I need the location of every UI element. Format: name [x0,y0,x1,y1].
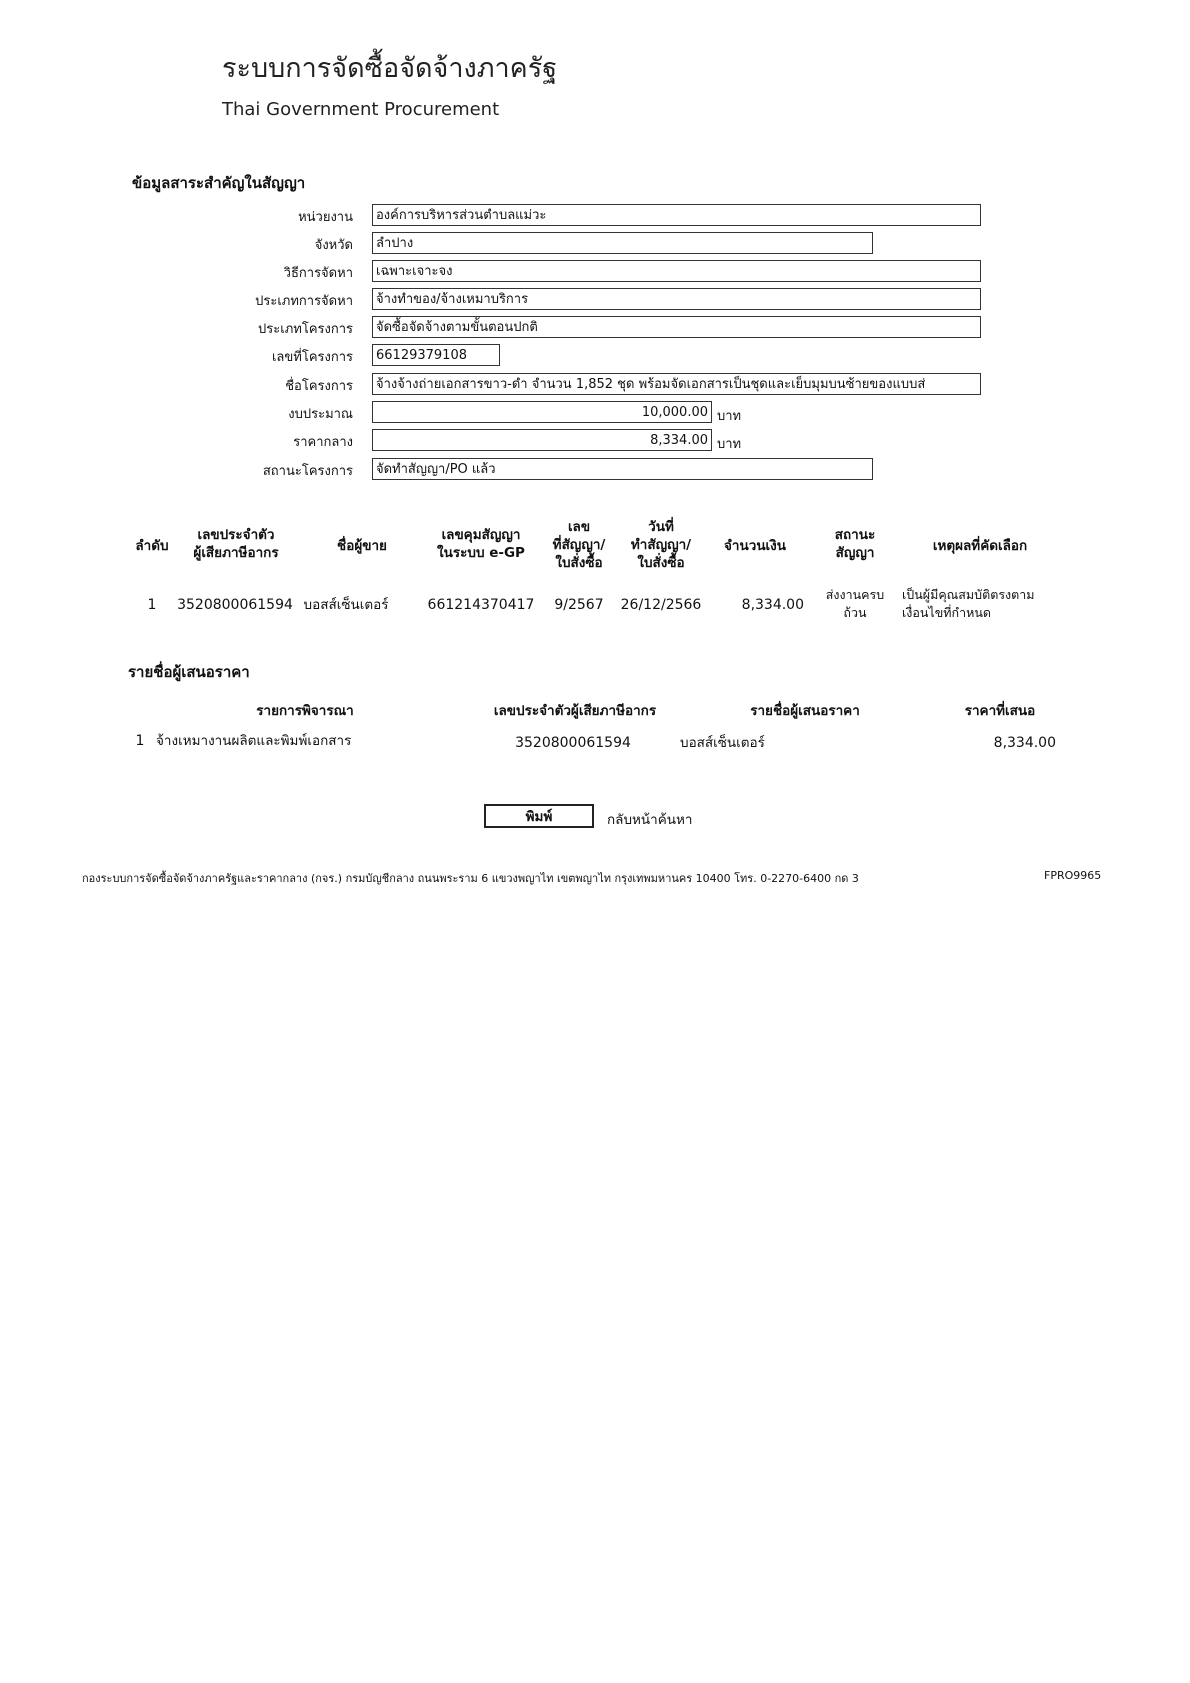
contract-info-heading: ข้อมูลสาระสำคัญในสัญญา [132,174,306,192]
bidder-col-tax-id: เลขประจำตัวผู้เสียภาษีอากร [493,703,657,719]
bidder-col-item: รายการพิจารณา [256,703,354,719]
back-to-search-link[interactable]: กลับหน้าค้นหา [607,812,693,828]
contract-row-reason: เป็นผู้มีคุณสมบัติตรงตาม เงื่อนไขที่กำหนด [902,587,1035,620]
field-value-median-price: 8,334.00 [372,429,712,451]
field-value-province: ลำปาง [372,232,873,254]
field-value-agency: องค์การบริหารส่วนตำบลแม่วะ [372,204,981,226]
field-label-method: วิธีการจัดหา [283,266,353,281]
col-header-contract-no: เลข ที่สัญญา/ ใบสั่งซื้อ [552,519,606,571]
col-header-amount: จำนวนเงิน [724,538,786,554]
contract-row-egp-no: 661214370417 [427,597,535,613]
contract-row-seller: บอสส์เซ็นเตอร์ [303,597,389,613]
bidder-row-tax-id: 3520800061594 [515,735,631,751]
page-subtitle: Thai Government Procurement [222,99,500,120]
bidder-row-name: บอสส์เซ็นเตอร์ [680,735,765,751]
bidder-row-item: จ้างเหมางานผลิตและพิมพ์เอกสาร [156,733,352,749]
field-label-project-no: เลขที่โครงการ [271,350,353,365]
field-label-status: สถานะโครงการ [262,464,353,479]
contract-row-tax-id: 3520800061594 [177,597,293,613]
field-value-budget: 10,000.00 [372,401,712,423]
field-value-project-type: จัดซื้อจัดจ้างตามขั้นตอนปกติ [372,316,981,338]
col-header-egp-no: เลขคุมสัญญา ในระบบ e-GP [437,527,525,561]
field-label-project-type: ประเภทโครงการ [258,322,353,337]
print-button[interactable]: พิมพ์ [484,804,594,828]
field-value-project-no: 66129379108 [372,344,500,366]
col-header-no: ลำดับ [135,538,169,554]
bidder-row-price: 8,334.00 [993,735,1056,751]
bidders-heading: รายชื่อผู้เสนอราคา [128,663,250,681]
col-header-tax-id: เลขประจำตัว ผู้เสียภาษีอากร [193,527,279,561]
contract-row-status: ส่งงานครบ ถ้วน [825,587,885,620]
field-label-procurement-type: ประเภทการจัดหา [255,294,353,309]
bidder-col-price: ราคาที่เสนอ [964,703,1036,719]
contract-row-amount: 8,334.00 [741,597,804,613]
bidder-row-no: 1 [135,733,145,749]
footer-code: FPRO9965 [1044,869,1102,882]
field-label-project-name: ชื่อโครงการ [285,379,353,394]
contract-row-contract-date: 26/12/2566 [620,597,702,613]
col-header-status: สถานะ สัญญา [834,527,876,561]
col-header-contract-date: วันที่ ทำสัญญา/ ใบสั่งซื้อ [630,519,692,571]
contract-row-contract-no: 9/2567 [554,597,604,613]
field-value-project-name: จ้างจ้างถ่ายเอกสารขาว-ดำ จำนวน 1,852 ชุด พร้อมจัดเอกสารเป็นชุดและเย็บมุมบนซ้ายของแบบส่ [372,373,981,395]
field-value-procurement-type: จ้างทำของ/จ้างเหมาบริการ [372,288,981,310]
field-value-status: จัดทำสัญญา/PO แล้ว [372,458,873,480]
median-price-unit: บาท [717,437,742,452]
page-title: ระบบการจัดซื้อจัดจ้างภาครัฐ [222,53,558,84]
footer-address: กองระบบการจัดซื้อจัดจ้างภาครัฐและราคากลาง (กจร.) กรมบัญชีกลาง ถนนพระราม 6 แขวงพญาไท เขตพญาไท กรุงเทพมหานคร 10400 โทร. 0-2270-6400 กด 3 [82,872,859,885]
field-label-province: จังหวัด [314,238,353,253]
bidder-col-name: รายชื่อผู้เสนอราคา [750,703,860,719]
col-header-reason: เหตุผลที่คัดเลือก [932,538,1028,554]
field-label-median-price: ราคากลาง [293,435,353,450]
field-value-method: เฉพาะเจาะจง [372,260,981,282]
field-label-agency: หน่วยงาน [298,210,353,225]
field-label-budget: งบประมาณ [288,407,353,422]
budget-unit: บาท [717,409,742,424]
contract-row-no: 1 [147,597,157,613]
col-header-seller: ชื่อผู้ขาย [337,538,387,554]
